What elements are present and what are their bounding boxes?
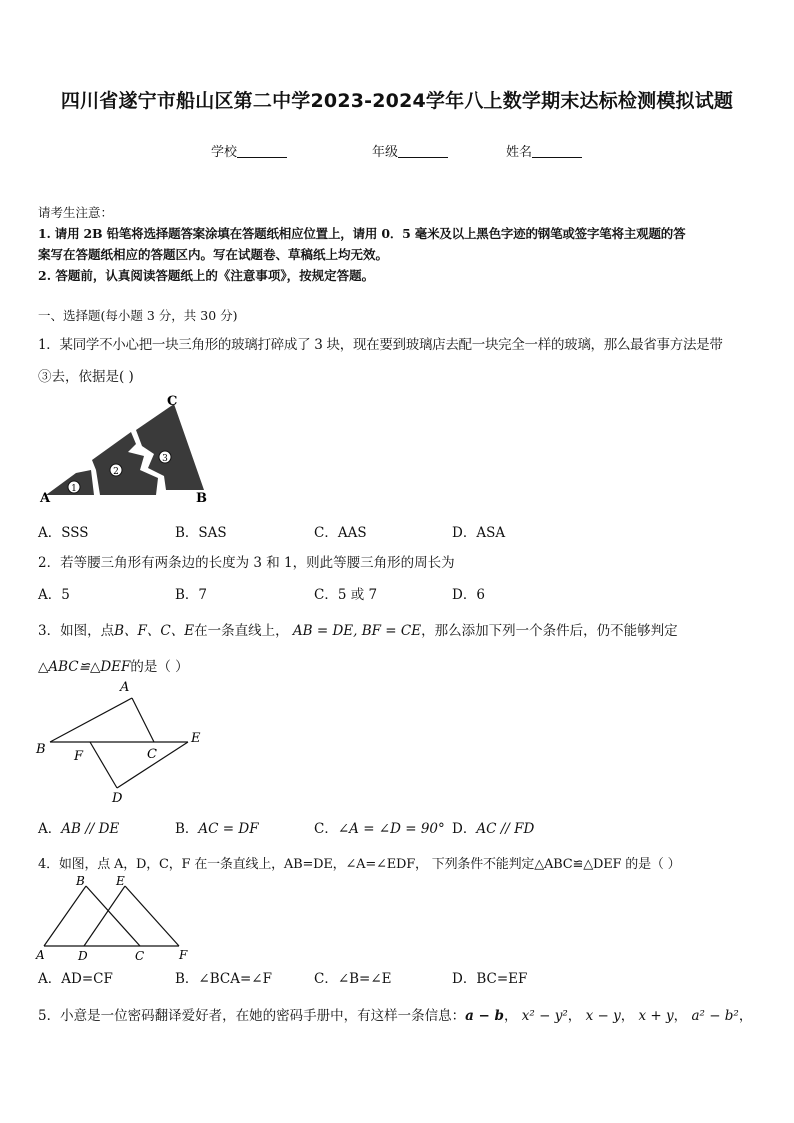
q1-vertex-c: C (167, 394, 178, 409)
q3-stem-2b: 的是（ ） (130, 659, 189, 675)
q1-stem-2: ③去，依据是( ) (38, 369, 134, 385)
q4-label-f: F (179, 948, 188, 962)
q4-label-a: A (36, 948, 45, 962)
q3-stem-2 (38, 655, 189, 675)
q4-label-d: D (78, 949, 88, 963)
q1-piece-1-label: 1 (71, 484, 77, 494)
q2-option-b[interactable]: B．7 (175, 587, 208, 603)
q3-option-b[interactable] (175, 817, 259, 837)
q4-stem: 4．如图，点 A，D，C，F 在一条直线上，AB=DE，∠A=∠EDF， 下列条件不能判定△ABC≌△DEF 的是（ ） (38, 857, 681, 872)
section-heading: 一、选择题(每小题 3 分，共 30 分) (38, 308, 238, 323)
q5-expr-2: x² − y² (521, 1008, 568, 1024)
q5-stem-text: 5．小意是一位密码翻译爱好者，在她的密码手册中，有这样一条信息： (38, 1008, 466, 1024)
q1-option-c[interactable]: C．AAS (314, 525, 367, 541)
q3-figure (34, 678, 214, 808)
q4-option-c[interactable]: C．∠B=∠E (314, 971, 392, 987)
q1-piece-2-label: 2 (113, 467, 119, 477)
q3-stem-points: B、F、C、E (114, 623, 195, 639)
q4-label-c: C (135, 949, 145, 963)
notice-line-2: 2. 答题前，认真阅读答题纸上的《注意事项》，按规定答题。 (38, 268, 375, 283)
q4-option-d[interactable]: D．BC=EF (452, 971, 528, 987)
q3-label-c: C (147, 747, 157, 762)
q4-option-b[interactable]: B．∠BCA=∠F (175, 971, 272, 987)
q1-option-a[interactable]: A．SSS (38, 525, 89, 541)
q1-broken-triangle-figure (36, 390, 216, 506)
q3-stem-eq1: AB = DE, (292, 623, 358, 639)
notice-heading: 请考生注意： (38, 205, 114, 220)
school-field (211, 141, 287, 160)
school-blank (237, 145, 287, 158)
q1-stem: 1．某同学不小心把一块三角形的玻璃打碎成了 3 块，现在要到玻璃店去配一块完全一样的玻璃，那么最省事方法是带 (38, 337, 723, 353)
q3-option-d-math: AC // FD (476, 821, 535, 837)
q5-expr-1: a − b (465, 1008, 504, 1024)
name-label: 姓名 (506, 145, 533, 160)
q2-option-a[interactable]: A．5 (38, 587, 70, 603)
q1-option-d[interactable]: D．ASA (452, 525, 506, 541)
name-blank (532, 145, 582, 158)
q3-label-a: A (120, 680, 130, 695)
q2-option-c[interactable]: C．5 或 7 (314, 587, 378, 603)
q3-stem-eq2: BF = CE (361, 623, 422, 639)
q4-label-e: E (116, 874, 125, 888)
q3-label-f: F (74, 749, 84, 764)
q5-stem: 5．小意是一位密码翻译爱好者，在她的密码手册中，有这样一条信息：a − b， x² − y²， x − y， x + y， a² − b²， (38, 1008, 753, 1024)
q3-option-b-math: AC = DF (198, 821, 259, 837)
q4-label-b: B (76, 874, 85, 888)
q3-option-c-letter: C． (314, 821, 338, 837)
q5-expr-3: x − y (585, 1008, 621, 1024)
q3-stem-a: 3．如图，点 (38, 623, 115, 639)
grade-blank (398, 145, 448, 158)
q3-congruence: △ABC≌△DEF (38, 659, 131, 675)
q4-option-a[interactable]: A．AD=CF (38, 971, 113, 987)
q3-option-d[interactable] (452, 817, 534, 837)
q5-expr-5: a² − b² (691, 1008, 739, 1024)
q4-figure (34, 872, 204, 964)
q3-stem-b: 在一条直线上， (194, 623, 289, 639)
q3-label-b: B (36, 742, 46, 757)
q1-vertex-b: B (196, 491, 207, 506)
q3-stem (38, 619, 678, 639)
q3-option-c[interactable] (314, 817, 445, 837)
q3-option-c-math: ∠A = ∠D = 90° (337, 821, 445, 837)
notice-line-1b: 案写在答题纸相应的答题区内。写在试题卷、草稿纸上均无效。 (38, 247, 389, 262)
q3-label-e: E (191, 731, 201, 746)
q5-expr-4: x + y (638, 1008, 674, 1024)
q2-stem: 2．若等腰三角形有两条边的长度为 3 和 1，则此等腰三角形的周长为 (38, 555, 455, 571)
page-title: 四川省遂宁市船山区第二中学2023-2024学年八上数学期末达标检测模拟试题 (60, 90, 734, 112)
name-field (506, 141, 582, 160)
q3-option-b-letter: B． (175, 821, 199, 837)
q1-vertex-a: A (40, 491, 51, 506)
q3-option-a-letter: A． (38, 821, 62, 837)
q3-option-a-math: AB // DE (61, 821, 120, 837)
q3-label-d: D (112, 791, 123, 806)
grade-label: 年级 (372, 145, 399, 160)
q1-piece-3-label: 3 (162, 454, 168, 464)
q3-option-d-letter: D． (452, 821, 477, 837)
school-label: 学校 (211, 145, 238, 160)
q1-option-b[interactable]: B．SAS (175, 525, 227, 541)
grade-field (372, 141, 448, 160)
notice-line-1: 1. 请用 2B 铅笔将选择题答案涂填在答题纸相应位置上，请用 0．5 毫米及以上黑色字迹的钢笔或签字笔将主观题的答 (38, 226, 686, 241)
q3-option-a[interactable] (38, 817, 119, 837)
q3-stem-c: ，那么添加下列一个条件后，仍不能够判定 (421, 623, 678, 639)
q2-option-d[interactable]: D．6 (452, 587, 485, 603)
